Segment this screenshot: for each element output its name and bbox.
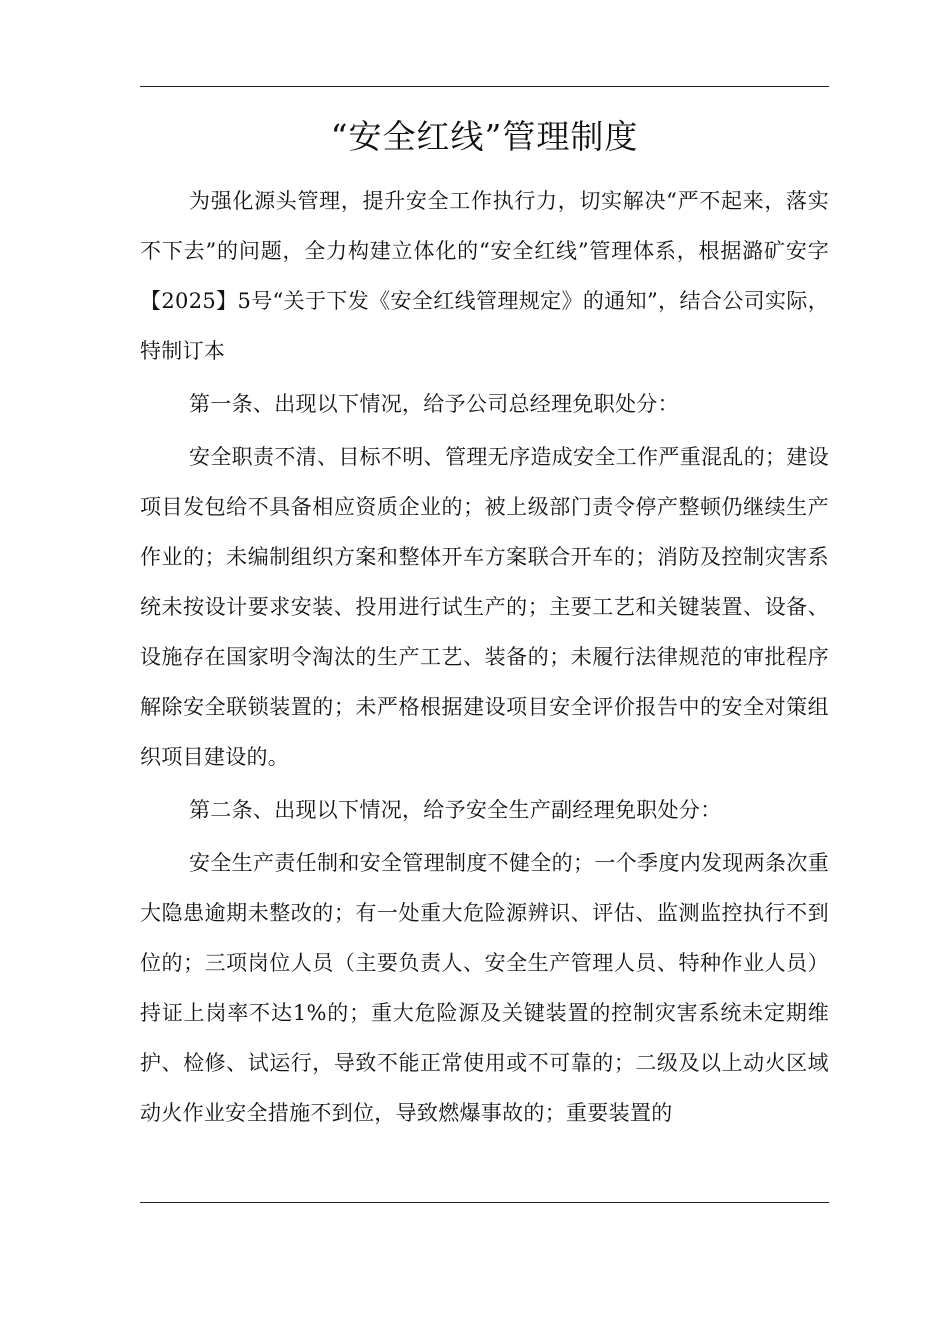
paragraph-article-1-content: 安全职责不清、目标不明、管理无序造成安全工作严重混乱的；建设项目发包给不具备相应资质企业的；被上级部门责令停产整顿仍继续生产作业的；未编制组织方案和整体开车方案联合开车的；消防及控制灾害系统未按设计要求安装、投用进行试生产的；主要工艺和关键装置、设备、设施存在国家明令淘汰的生产工艺、装备的；未履行法律规范的审批程序解除安全联锁装置的；未严格根据建设项目安全评价报告中的安全对策组织项目建设的。 [140, 445, 829, 769]
paragraph-article-2-content: 安全生产责任制和安全管理制度不健全的；一个季度内发现两条次重大隐患逾期未整改的；有一处重大危险源辨识、评估、监测监控执行不到位的；三项岗位人员（主要负责人、安全生产管理人员、特种作业人员）持证上岗率不达1%的；重大危险源及关键装置的控制灾害系统未定期维护、检修、试运行，导致不能正常使用或不可靠的；二级及以上动火区域动火作业安全措施不到位，导致燃爆事故的；重要装置的 [140, 851, 829, 1125]
document-title: “安全红线”管理制度 [330, 117, 639, 156]
paragraph-article-2-heading: 第二条、出现以下情况，给予安全生产副经理免职处分： [189, 798, 722, 822]
footer-rule [140, 1202, 829, 1203]
document-body [140, 176, 829, 1141]
paragraph-preamble: 为强化源头管理，提升安全工作执行力，切实解决“严不起来，落实不下去”的问题，全力构建立体化的“安全红线”管理体系，根据潞矿安字【2025】5号“关于下发《安全红线管理规定》的通知”，结合公司实际，特制订本 [140, 189, 829, 363]
header-rule [140, 86, 829, 87]
paragraph-article-1-heading: 第一条、出现以下情况，给予公司总经理免职处分： [189, 392, 679, 416]
